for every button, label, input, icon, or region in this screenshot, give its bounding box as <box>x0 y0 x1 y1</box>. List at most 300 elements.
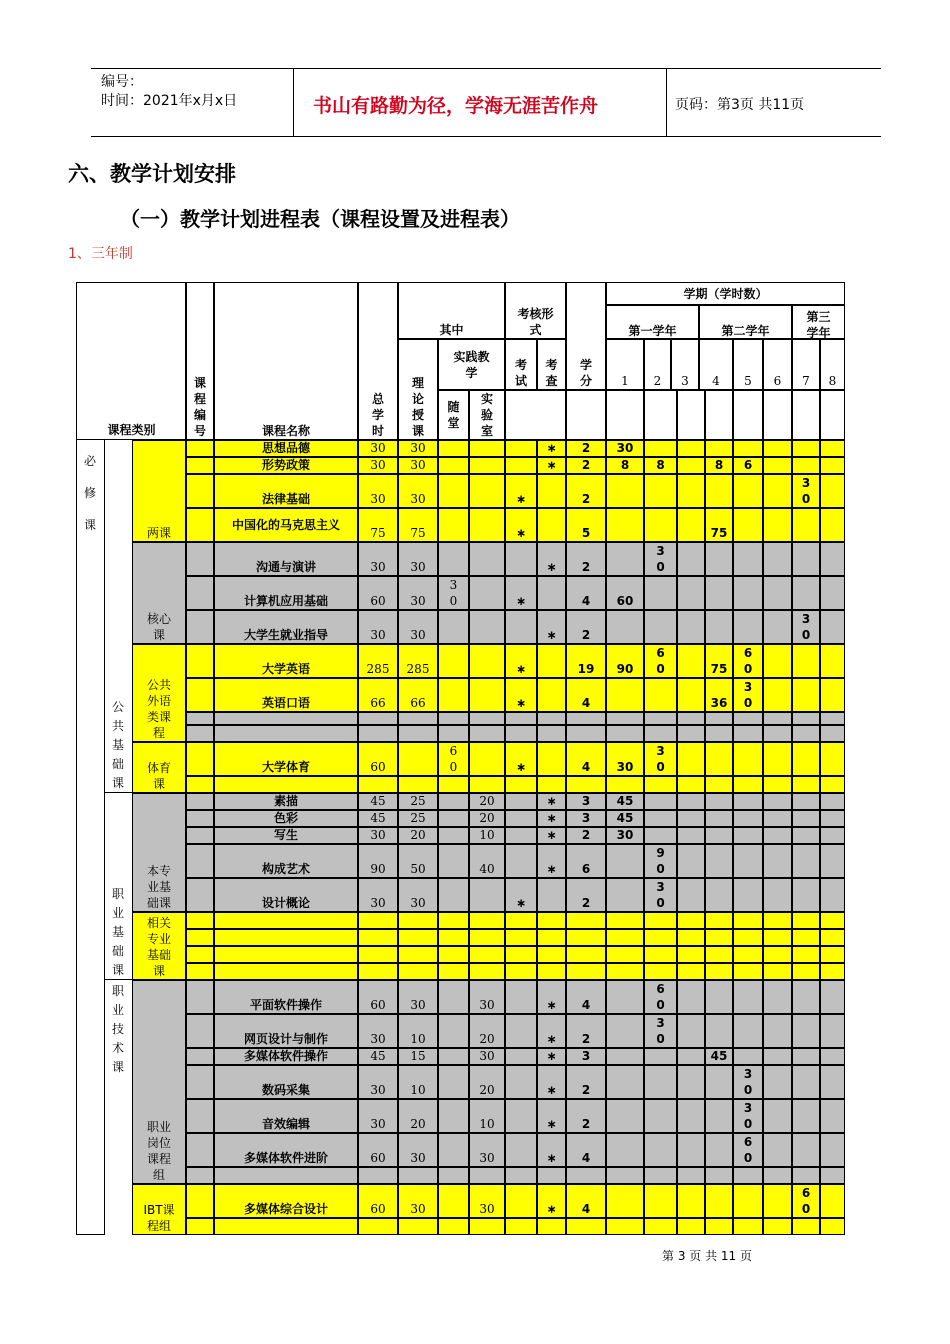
table-row-cell: 3 <box>566 1048 606 1065</box>
table-row-cell: 75 <box>705 644 733 678</box>
table-row-cell <box>763 776 792 793</box>
header-lab: 实 验 室 <box>469 390 505 440</box>
table-row-cell <box>505 712 537 725</box>
table-row-cell <box>733 878 763 912</box>
header-year3: 第三学年 <box>792 305 845 339</box>
table-row-cell <box>644 508 677 542</box>
table-row-cell <box>537 1167 566 1184</box>
table-row-cell: 5 <box>566 508 606 542</box>
table-row-cell <box>438 644 469 678</box>
table-row-cell <box>505 793 537 810</box>
table-row-cell: 2 <box>566 440 606 457</box>
table-row-cell <box>398 929 438 946</box>
table-row-cell <box>705 1099 733 1133</box>
table-row-cell <box>186 1065 214 1099</box>
table-row-cell: 3 0 <box>644 1014 677 1048</box>
table-row-cell <box>186 576 214 610</box>
table-row-cell <box>606 946 644 963</box>
table-row-cell <box>644 946 677 963</box>
table-row-cell <box>733 542 763 576</box>
table-row-cell <box>820 1048 845 1065</box>
table-row-cell: 30 <box>398 980 438 1014</box>
table-row-cell <box>677 576 705 610</box>
table-row-cell <box>537 929 566 946</box>
table-row-cell: 4 <box>566 742 606 776</box>
table-row-cell <box>677 810 705 827</box>
table-row-cell <box>677 1048 705 1065</box>
table-row-cell: 2 <box>566 827 606 844</box>
table-row-cell: 45 <box>358 810 398 827</box>
table-row-cell <box>820 929 845 946</box>
table-row-cell <box>705 963 733 980</box>
header-term: 6 <box>763 339 792 390</box>
table-row-cell <box>606 508 644 542</box>
table-row-cell <box>537 776 566 793</box>
table-row-cell <box>705 1065 733 1099</box>
table-row-cell <box>469 946 505 963</box>
table-row-cell: 3 0 <box>438 576 469 610</box>
subsubsection-title: 1、三年制 <box>68 246 133 262</box>
table-row-cell <box>792 912 820 929</box>
table-row-cell <box>763 963 792 980</box>
table-row-cell <box>398 963 438 980</box>
table-row-cell <box>677 844 705 878</box>
table-row-cell: ∗ <box>537 810 566 827</box>
header-assessment: 考核形式 <box>505 282 566 339</box>
table-row-cell: ∗ <box>505 474 537 508</box>
table-row-cell <box>469 542 505 576</box>
table-row-cell <box>186 827 214 844</box>
table-row-cell: ∗ <box>537 1184 566 1218</box>
table-row-cell: ∗ <box>537 844 566 878</box>
number-label: 编号： <box>101 74 143 90</box>
table-row-cell: 音效编辑 <box>214 1099 358 1133</box>
table-row-cell: 285 <box>398 644 438 678</box>
table-row-cell <box>438 1065 469 1099</box>
table-row-cell <box>677 963 705 980</box>
table-row-cell: 20 <box>469 1014 505 1048</box>
header-year2: 第二学年 <box>699 305 792 339</box>
table-row-cell <box>733 576 763 610</box>
table-row-cell: 法律基础 <box>214 474 358 508</box>
table-row-cell: ∗ <box>537 793 566 810</box>
table-row-cell: 大学生就业指导 <box>214 610 358 644</box>
table-row-cell <box>733 1184 763 1218</box>
table-row-cell: 20 <box>469 810 505 827</box>
table-row-cell <box>677 712 705 725</box>
table-row-cell <box>820 1014 845 1048</box>
table-row-cell: 20 <box>469 793 505 810</box>
table-row-cell <box>763 1014 792 1048</box>
table-row-cell <box>763 1184 792 1218</box>
table-row-cell <box>733 946 763 963</box>
table-row-cell <box>358 929 398 946</box>
table-row-cell <box>705 712 733 725</box>
table-row-cell <box>644 1048 677 1065</box>
table-row-cell <box>820 793 845 810</box>
table-row-cell <box>186 1133 214 1167</box>
table-row-cell <box>469 912 505 929</box>
table-row-cell <box>763 980 792 1014</box>
table-row-cell <box>469 474 505 508</box>
table-row-cell <box>186 725 214 742</box>
table-row-cell: 60 <box>606 576 644 610</box>
table-row-cell <box>705 844 733 878</box>
table-row-cell: ∗ <box>537 1099 566 1133</box>
table-row-cell <box>820 844 845 878</box>
table-row-cell <box>438 827 469 844</box>
header-total: 总 学 时 <box>358 282 398 440</box>
table-row-cell <box>438 1133 469 1167</box>
table-row-cell <box>505 810 537 827</box>
table-row-cell <box>733 725 763 742</box>
table-row-cell <box>505 776 537 793</box>
table-row-cell <box>186 776 214 793</box>
table-row-cell <box>537 508 566 542</box>
table-row-cell <box>705 980 733 1014</box>
table-row-cell: ∗ <box>537 1048 566 1065</box>
table-row-cell <box>537 878 566 912</box>
table-row-cell <box>469 440 505 457</box>
table-row-cell: ∗ <box>505 878 537 912</box>
table-row-cell: 10 <box>469 827 505 844</box>
table-row-cell: 30 <box>358 542 398 576</box>
table-row-cell <box>677 1014 705 1048</box>
table-row-cell <box>438 1099 469 1133</box>
table-row-cell: 计算机应用基础 <box>214 576 358 610</box>
table-row-cell <box>733 508 763 542</box>
header-theory: 理 论 授 课 <box>398 339 438 440</box>
table-row-cell: 30 <box>358 440 398 457</box>
table-row-cell <box>438 1218 469 1235</box>
table-row-cell <box>792 644 820 678</box>
table-row-cell <box>644 810 677 827</box>
table-row-cell <box>792 776 820 793</box>
table-row-cell <box>644 827 677 844</box>
table-row-cell <box>606 610 644 644</box>
header-blank <box>763 390 792 440</box>
table-row-cell <box>186 742 214 776</box>
header-code: 课 程 编 号 <box>186 282 214 440</box>
table-row-cell: 30 <box>358 1014 398 1048</box>
table-row-cell: 英语口语 <box>214 678 358 712</box>
table-row-cell <box>438 457 469 474</box>
section-title: 六、教学计划安排 <box>68 162 236 186</box>
table-row-cell: 多媒体软件操作 <box>214 1048 358 1065</box>
table-row-cell <box>438 912 469 929</box>
table-row-cell <box>763 1218 792 1235</box>
table-row-cell <box>438 963 469 980</box>
table-row-cell <box>763 1048 792 1065</box>
table-row-cell <box>469 742 505 776</box>
table-row-cell <box>358 725 398 742</box>
table-row-cell: 10 <box>469 1099 505 1133</box>
header-blank <box>677 390 705 440</box>
table-row-cell: 30 <box>606 440 644 457</box>
table-row-cell <box>186 712 214 725</box>
table-row-cell: 30 <box>358 457 398 474</box>
table-row-cell <box>537 912 566 929</box>
table-row-cell <box>398 742 438 776</box>
header-category <box>76 282 186 440</box>
table-row-cell <box>566 963 606 980</box>
table-row-cell: 30 <box>358 1099 398 1133</box>
table-row-cell <box>820 1218 845 1235</box>
table-row-cell: 30 <box>469 980 505 1014</box>
table-row-cell <box>644 712 677 725</box>
table-row-cell: 45 <box>606 810 644 827</box>
table-row-cell <box>792 929 820 946</box>
table-row-cell <box>606 1167 644 1184</box>
header-blank <box>792 390 820 440</box>
table-row-cell: 色彩 <box>214 810 358 827</box>
table-row-cell <box>398 946 438 963</box>
group-job: 职业岗位课程组 <box>132 980 186 1184</box>
header-blank <box>820 390 845 440</box>
table-row-cell <box>505 1048 537 1065</box>
table-row-cell <box>438 929 469 946</box>
table-row-cell <box>733 963 763 980</box>
table-row-cell: 中国化的马克思主义 <box>214 508 358 542</box>
table-row-cell: 3 0 <box>644 542 677 576</box>
table-row-cell <box>469 1218 505 1235</box>
table-row-cell: ∗ <box>537 610 566 644</box>
table-row-cell <box>469 712 505 725</box>
table-row-cell <box>677 542 705 576</box>
table-row-cell <box>214 963 358 980</box>
table-row-cell: 30 <box>358 878 398 912</box>
group-major-basic: 本专业基础课 <box>132 793 186 912</box>
table-row-cell <box>763 712 792 725</box>
table-row-cell <box>677 980 705 1014</box>
table-row-cell <box>505 440 537 457</box>
table-row-cell <box>438 1048 469 1065</box>
table-row-cell <box>606 878 644 912</box>
table-row-cell <box>644 474 677 508</box>
table-row-cell <box>677 440 705 457</box>
table-row-cell: 20 <box>398 827 438 844</box>
table-row-cell: 6 <box>733 457 763 474</box>
table-row-cell <box>186 440 214 457</box>
table-row-cell <box>705 474 733 508</box>
header-name: 课程名称 <box>214 282 358 440</box>
table-row-cell <box>644 793 677 810</box>
table-row-cell <box>606 1014 644 1048</box>
table-row-cell: 30 <box>469 1133 505 1167</box>
table-row-cell <box>537 1218 566 1235</box>
group-prof-basic-label: 职 业 基 础 课 <box>111 887 124 977</box>
table-row-cell <box>792 678 820 712</box>
table-row-cell <box>438 844 469 878</box>
table-row-cell <box>566 1167 606 1184</box>
table-row-cell <box>438 725 469 742</box>
table-row-cell <box>469 725 505 742</box>
table-row-cell <box>438 610 469 644</box>
table-row-cell: 3 <box>566 810 606 827</box>
table-row-cell <box>537 644 566 678</box>
table-row-cell <box>186 508 214 542</box>
table-row-cell <box>820 912 845 929</box>
table-row-cell <box>644 1099 677 1133</box>
table-row-cell <box>705 1133 733 1167</box>
table-row-cell <box>792 1048 820 1065</box>
table-row-cell: 30 <box>358 827 398 844</box>
table-row-cell <box>677 912 705 929</box>
table-row-cell <box>398 1167 438 1184</box>
table-row-cell <box>606 929 644 946</box>
subsection-title: （一）教学计划进程表（课程设置及进程表） <box>120 207 520 231</box>
table-row-cell: 60 <box>358 742 398 776</box>
table-row-cell: 30 <box>358 1065 398 1099</box>
table-row-cell <box>763 793 792 810</box>
header-divider <box>666 69 667 136</box>
table-row-cell <box>705 810 733 827</box>
table-row-cell <box>398 712 438 725</box>
table-row-cell <box>469 1167 505 1184</box>
table-row-cell <box>677 878 705 912</box>
table-row-cell <box>537 725 566 742</box>
table-row-cell <box>705 776 733 793</box>
table-row-cell <box>820 542 845 576</box>
table-row-cell <box>763 742 792 776</box>
table-row-cell <box>733 1048 763 1065</box>
page-footer: 第 3 页 共 11 页 <box>662 1249 752 1263</box>
table-row-cell: 45 <box>358 793 398 810</box>
table-row-cell <box>214 1218 358 1235</box>
table-row-cell <box>186 644 214 678</box>
table-row-cell <box>438 1014 469 1048</box>
table-row-cell: 3 0 <box>733 678 763 712</box>
table-row-cell <box>505 457 537 474</box>
header-among: 其中 <box>398 282 505 339</box>
table-row-cell: 3 0 <box>644 742 677 776</box>
table-row-cell <box>820 1065 845 1099</box>
table-row-cell <box>505 1133 537 1167</box>
table-row-cell <box>606 474 644 508</box>
table-row-cell <box>469 576 505 610</box>
table-row-cell <box>505 542 537 576</box>
table-row-cell <box>792 963 820 980</box>
table-row-cell <box>505 1184 537 1218</box>
table-row-cell <box>705 946 733 963</box>
table-row-cell <box>820 508 845 542</box>
table-row-cell: 8 <box>644 457 677 474</box>
table-row-cell: 2 <box>566 1014 606 1048</box>
table-row-cell <box>186 1218 214 1235</box>
table-row-cell <box>505 1167 537 1184</box>
table-row-cell <box>469 508 505 542</box>
table-row-cell <box>537 963 566 980</box>
header-term: 7 <box>792 339 820 390</box>
table-row-cell: 3 0 <box>644 878 677 912</box>
table-row-cell: 网页设计与制作 <box>214 1014 358 1048</box>
table-row-cell <box>763 508 792 542</box>
table-row-cell <box>438 440 469 457</box>
table-row-cell: 6 <box>566 844 606 878</box>
table-row-cell: 10 <box>398 1065 438 1099</box>
header-term: 8 <box>820 339 845 390</box>
table-row-cell <box>566 912 606 929</box>
table-row-cell: 4 <box>566 1184 606 1218</box>
header-blank <box>705 390 733 440</box>
table-row-cell: 75 <box>358 508 398 542</box>
group-foreign: 公共外语类课程 <box>132 644 186 742</box>
table-row-cell <box>606 912 644 929</box>
table-row-cell <box>398 1218 438 1235</box>
table-row-cell <box>186 980 214 1014</box>
table-row-cell <box>733 712 763 725</box>
table-row-cell <box>677 929 705 946</box>
table-row-cell: 10 <box>398 1014 438 1048</box>
table-row-cell <box>677 644 705 678</box>
table-row-cell: 3 <box>566 793 606 810</box>
table-row-cell <box>733 610 763 644</box>
table-row-cell <box>820 644 845 678</box>
table-row-cell <box>820 678 845 712</box>
table-row-cell <box>438 878 469 912</box>
table-row-cell <box>792 1218 820 1235</box>
table-row-cell: 60 <box>358 576 398 610</box>
table-row-cell <box>469 457 505 474</box>
header-meta <box>101 73 237 111</box>
table-row-cell: 30 <box>398 542 438 576</box>
group-ibt: IBT课程组 <box>132 1184 186 1235</box>
table-row-cell: 多媒体软件进阶 <box>214 1133 358 1167</box>
table-row-cell <box>214 929 358 946</box>
table-row-cell <box>186 844 214 878</box>
table-row-cell <box>820 440 845 457</box>
time-label: 时间：2021年x月x日 <box>101 93 238 109</box>
table-row-cell <box>644 678 677 712</box>
table-row-cell: 90 <box>358 844 398 878</box>
table-row-cell <box>792 542 820 576</box>
table-row-cell <box>186 1048 214 1065</box>
table-row-cell <box>820 1133 845 1167</box>
table-row-cell <box>398 776 438 793</box>
table-row-cell: 构成艺术 <box>214 844 358 878</box>
table-row-cell <box>606 1133 644 1167</box>
header-divider <box>293 69 294 136</box>
table-row-cell <box>820 1184 845 1218</box>
group-required <box>76 440 104 1235</box>
table-row-cell <box>763 457 792 474</box>
table-row-cell <box>792 440 820 457</box>
table-row-cell <box>214 776 358 793</box>
table-row-cell <box>186 1184 214 1218</box>
table-row-cell <box>644 776 677 793</box>
table-row-cell: 20 <box>398 1099 438 1133</box>
table-row-cell <box>644 1133 677 1167</box>
table-row-cell <box>606 980 644 1014</box>
table-row-cell <box>820 725 845 742</box>
table-row-cell: ∗ <box>537 1133 566 1167</box>
table-row-cell <box>733 810 763 827</box>
header-semester: 学期（学时数） <box>606 282 845 305</box>
table-row-cell <box>705 1184 733 1218</box>
table-row-cell <box>763 610 792 644</box>
table-row-cell <box>733 980 763 1014</box>
table-row-cell: 30 <box>469 1184 505 1218</box>
table-row-cell <box>186 457 214 474</box>
table-row-cell: 形势政策 <box>214 457 358 474</box>
table-row-cell: 30 <box>398 878 438 912</box>
table-row-cell <box>606 1048 644 1065</box>
table-row-cell <box>505 610 537 644</box>
table-row-cell <box>505 827 537 844</box>
table-row-cell <box>186 963 214 980</box>
table-row-cell: 4 <box>566 1133 606 1167</box>
table-row-cell: 30 <box>398 1133 438 1167</box>
